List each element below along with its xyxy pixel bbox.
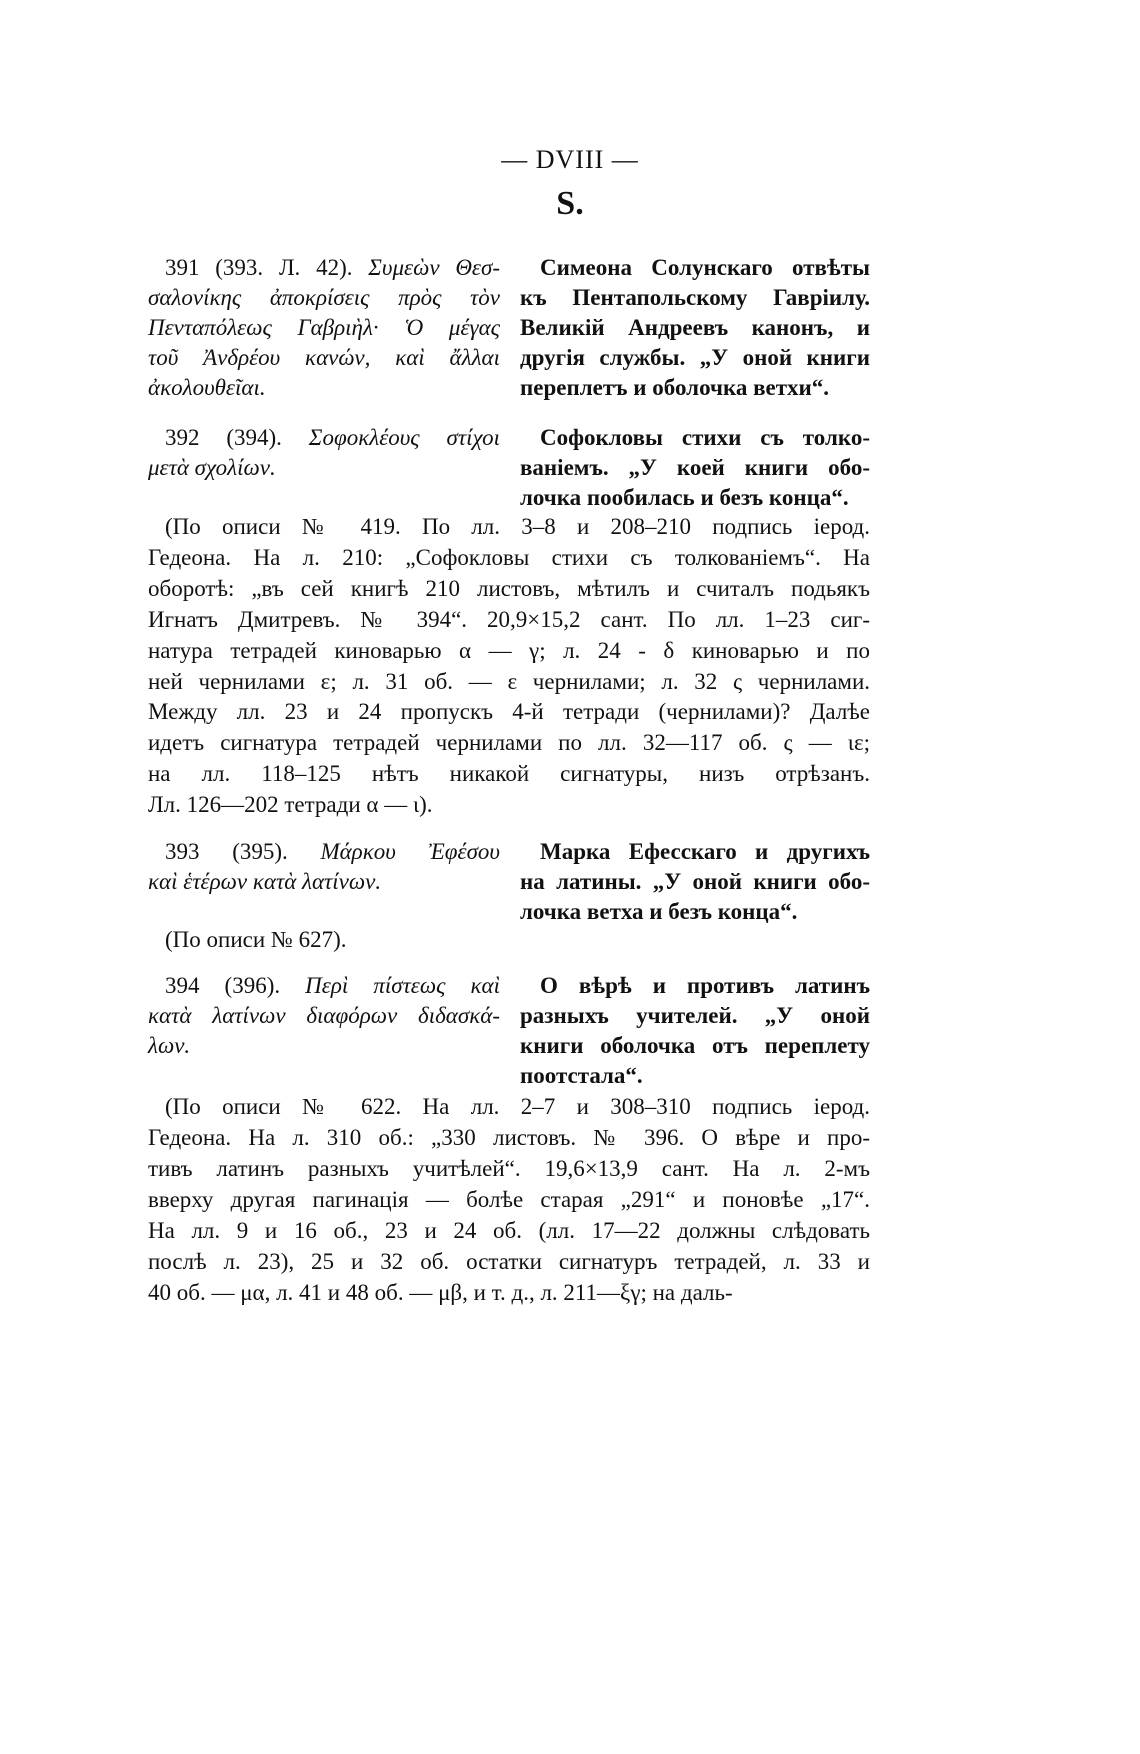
description-line: Между лл. 23 и 24 пропускъ 4-й тетради (чернилами)? Далѣе xyxy=(148,699,870,725)
description-line: На лл. 9 и 16 об., 23 и 24 об. (лл. 17—22 должны слѣдовать xyxy=(148,1218,870,1243)
entry-title-greek-line: καὶ ἑτέρων κατὰ λατίνων. xyxy=(148,869,382,894)
entry-title-greek-line: τοῦ Ἀνδρέου κανών, καὶ ἄλλαι xyxy=(148,345,500,370)
entry-title-russian-line: лочка ветха и безъ конца“. xyxy=(520,899,798,924)
description-line: тивъ латинъ разныхъ учитѣлей“. 19,6×13,9 сант. На л. 2-мъ xyxy=(148,1156,870,1181)
entry-title-russian-line: О вѣрѣ и противъ латинъ xyxy=(540,973,870,998)
entry-title-russian-line: лочка пообилась и безъ конца“. xyxy=(520,485,849,510)
entry-title-russian-line: Марка Ефесскаго и другихъ xyxy=(540,839,870,864)
entry-number: 392 (394). xyxy=(165,425,282,450)
description-line: (По описи № 622. На лл. 2–7 и 308–310 подпись іерод. xyxy=(165,1094,870,1119)
entry-title-greek-line: σαλονίκης ἀποκρίσεις πρὸς τὸν xyxy=(148,285,500,310)
entry-title-russian-line: разныхъ учителей. „У оной xyxy=(520,1003,870,1028)
entry-title-russian-line: книги оболочка отъ переплету xyxy=(520,1033,870,1058)
entry-title-greek-line xyxy=(165,971,500,1001)
entry-title-greek-line: λων. xyxy=(148,1033,191,1058)
entry-title-greek-line xyxy=(165,253,500,283)
greek-title-text: Περὶ πίστεως καὶ xyxy=(305,973,500,998)
entry-title-greek-line: μετὰ σχολίων. xyxy=(148,455,276,480)
description-line: Гедеона. На л. 210: „Софокловы стихи съ толкованіемъ“. На xyxy=(148,544,870,570)
entry-title-russian-line: другія службы. „У оной книги xyxy=(520,345,870,370)
description-line: Гедеона. На л. 310 об.: „330 листовъ. № 396. О вѣре и про- xyxy=(148,1125,870,1150)
entry-title-russian-line: къ Пентапольскому Гавріилу. xyxy=(520,285,870,310)
greek-title-text: Συμεὼν Θεσ- xyxy=(368,255,500,280)
entry-title-russian-line: переплетъ и оболочка ветхи“. xyxy=(520,375,830,400)
description-line: Лл. 126—202 тетради α — ι). xyxy=(148,792,433,818)
entry-title-russian-line: Симеона Солунскаго отвѣты xyxy=(540,255,870,280)
entry-title-greek-line: ἀκολουθεῖαι. xyxy=(148,375,266,400)
entry-title-greek-line xyxy=(165,423,500,453)
entry-number: 394 (396). xyxy=(165,973,281,998)
entry-title-greek-line: κατὰ λατίνων διαφόρων διδασκά- xyxy=(148,1003,500,1028)
description-line: послѣ л. 23), 25 и 32 об. остатки сигнатуръ тетрадей, л. 33 и xyxy=(148,1249,870,1274)
entry-number: 391 (393. Л. 42). xyxy=(165,255,353,280)
description-line: на лл. 118–125 нѣтъ никакой сигнатуры, низъ отрѣзанъ. xyxy=(148,761,870,787)
description-line: (По описи № 627). xyxy=(165,927,347,952)
greek-title-text: Σοφοκλέους στίχοι xyxy=(308,425,500,450)
description-line: вверху другая пагинація — болѣе старая „291“ и поновѣе „17“. xyxy=(148,1187,870,1212)
entry-title-greek-line xyxy=(165,837,500,867)
entry-number: 393 (395). xyxy=(165,839,288,864)
page-number: — DVIII — xyxy=(501,145,639,174)
entry-title-greek-line: Πενταπόλεως Γαβριὴλ· Ὁ μέγας xyxy=(148,315,500,340)
entry-title-russian-line: поотстала“. xyxy=(520,1063,643,1088)
entry-title-russian-line: ваніемъ. „У коей книги обо- xyxy=(520,455,870,480)
description-line: идетъ сигнатура тетрадей чернилами по лл. 32—117 об. ς — ιε; xyxy=(148,730,870,756)
greek-title-text: Μάρκου Ἐφέσου xyxy=(320,839,500,864)
section-letter: S. xyxy=(556,185,584,222)
description-line: ней чернилами ε; л. 31 об. — ε чернилами; л. 32 ς чернилами. xyxy=(148,668,870,694)
description-line: оборотѣ: „въ сей книгѣ 210 листовъ, мѣтилъ и считалъ подьякъ xyxy=(148,575,870,601)
description-line: Игнатъ Дмитревъ. № 394“. 20,9×15,2 сант. По лл. 1–23 сиг- xyxy=(148,606,870,632)
entry-title-russian-line: на латины. „У оной книги обо- xyxy=(520,869,870,894)
entry-title-russian-line: Софокловы стихи съ толко- xyxy=(540,425,870,450)
entry-title-russian-line: Великій Андреевъ канонъ, и xyxy=(520,315,870,340)
description-line: (По описи № 419. По лл. 3–8 и 208–210 подпись іерод. xyxy=(165,514,870,539)
description-line: 40 об. — μα, л. 41 и 48 об. — μβ, и т. д., л. 211—ξγ; на даль- xyxy=(148,1280,733,1305)
description-line: натура тетрадей киноварью α — γ; л. 24 - δ киноварью и по xyxy=(148,637,870,663)
